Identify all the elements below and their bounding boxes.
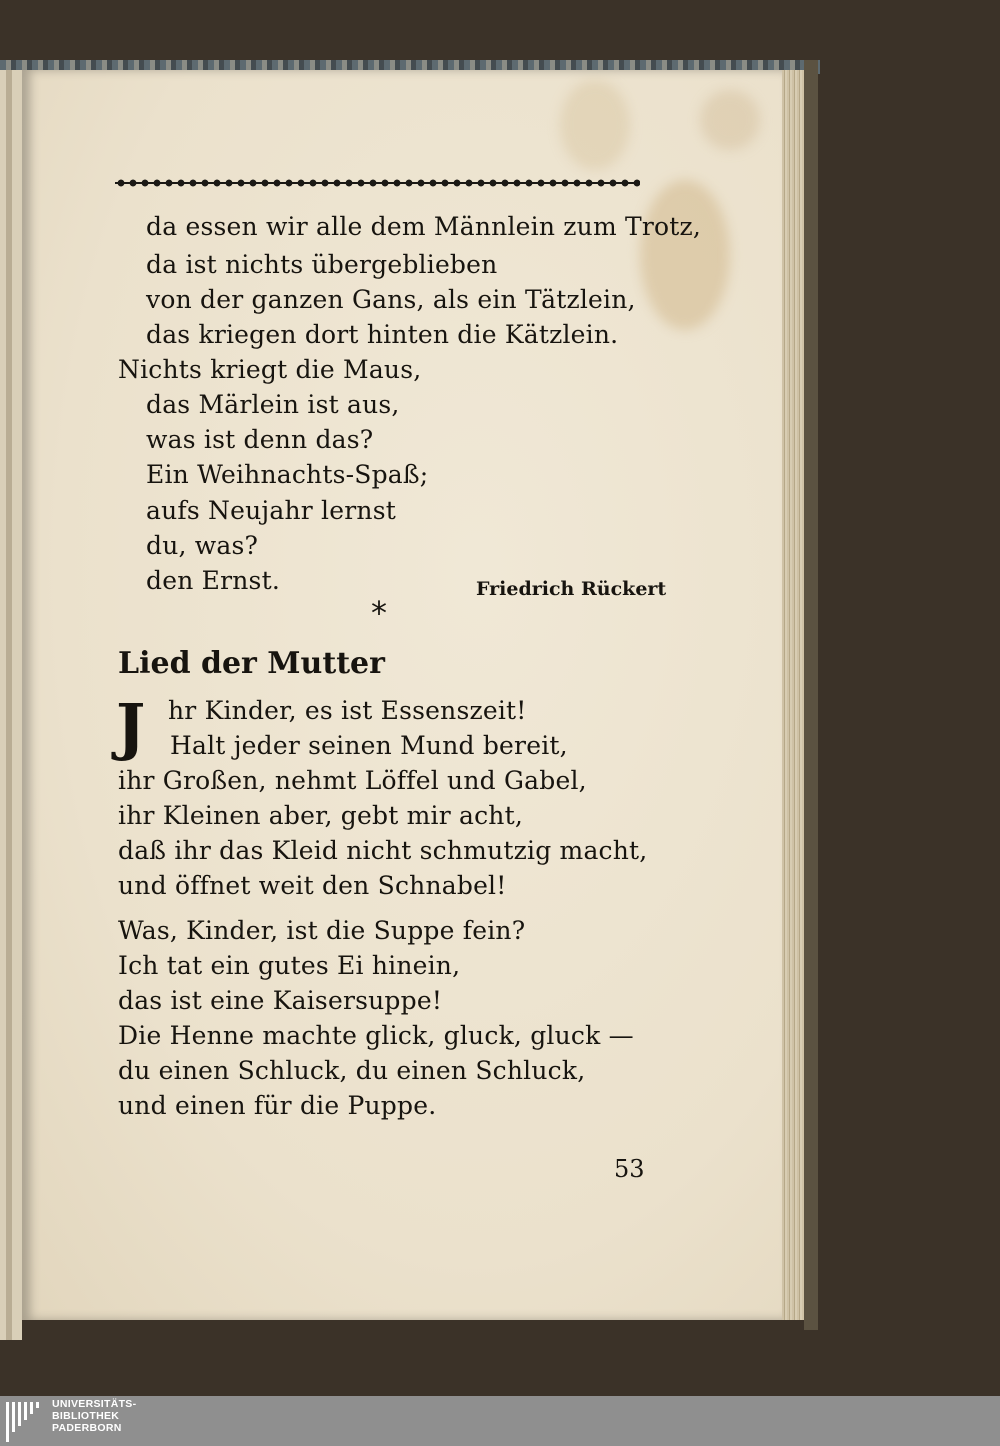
poem-line: ihr Kleinen aber, gebt mir acht,	[118, 801, 523, 830]
library-logo-text	[52, 1398, 136, 1434]
poem-line: Ein Weihnachts-Spaß;	[146, 460, 429, 489]
paper-stain	[640, 180, 730, 330]
poem-line: Die Henne machte glick, gluck, gluck —	[118, 1021, 634, 1050]
logo-line: UNIVERSITÄTS-	[52, 1398, 137, 1410]
page-number: 53	[614, 1155, 645, 1183]
poem-line: da ist nichts übergeblieben	[146, 250, 498, 279]
poem-line: hr Kinder, es ist Essenszeit!	[168, 696, 527, 725]
poem-line: Nichts kriegt die Maus,	[118, 355, 422, 384]
poem-line: da essen wir alle dem Männlein zum Trotz,	[146, 212, 702, 241]
poem-line: das Märlein ist aus,	[146, 390, 400, 419]
poem-line: und öffnet weit den Schnabel!	[118, 871, 507, 900]
footer-bar	[0, 1396, 1000, 1446]
poem-line: und einen für die Puppe.	[118, 1091, 437, 1120]
cover-edge	[804, 60, 818, 1330]
logo-line: BIBLIOTHEK	[52, 1410, 120, 1422]
poem-line: du einen Schluck, du einen Schluck,	[118, 1056, 586, 1085]
ornamental-rule	[115, 177, 640, 189]
poem-line: den Ernst.	[146, 566, 280, 595]
poem-line: daß ihr das Kleid nicht schmutzig macht,	[118, 836, 648, 865]
section-separator: *	[371, 594, 387, 632]
left-page-gutter	[6, 70, 12, 1340]
poem-title: Lied der Mutter	[118, 646, 385, 681]
poem-line: das ist eine Kaisersuppe!	[118, 986, 443, 1015]
poem-line: Ich tat ein gutes Ei hinein,	[118, 951, 461, 980]
poem-line: das kriegen dort hinten die Kätzlein.	[146, 320, 619, 349]
drop-cap: J	[116, 690, 146, 763]
poem-author: Friedrich Rückert	[476, 578, 667, 600]
paper-stain	[560, 80, 630, 170]
paper-stain	[700, 90, 760, 150]
poem-line: Halt jeder seinen Mund bereit,	[170, 731, 568, 760]
poem-line: von der ganzen Gans, als ein Tätzlein,	[146, 285, 636, 314]
library-logo-icon	[4, 1398, 44, 1444]
poem-line: was ist denn das?	[146, 425, 374, 454]
poem-line: du, was?	[146, 531, 259, 560]
logo-line: PADERBORN	[52, 1422, 122, 1434]
poem-line: Was, Kinder, ist die Suppe fein?	[118, 916, 526, 945]
poem-line: aufs Neujahr lernst	[146, 496, 396, 525]
poem-line: ihr Großen, nehmt Löffel und Gabel,	[118, 766, 587, 795]
page-stack-edge	[782, 70, 804, 1320]
